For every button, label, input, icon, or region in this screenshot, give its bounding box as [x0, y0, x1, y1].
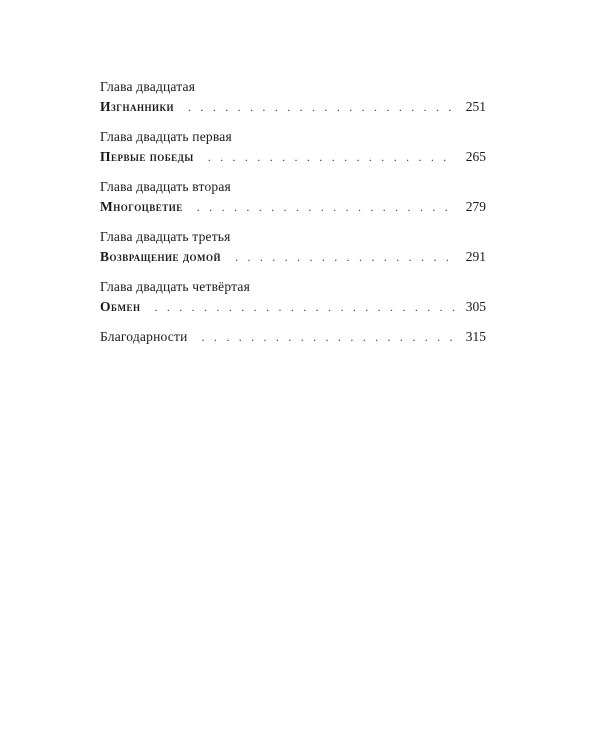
- page-number: 279: [465, 199, 486, 214]
- toc-entry-acknowledgements[interactable]: [100, 328, 486, 354]
- dot-leader: [188, 98, 456, 116]
- toc-entry[interactable]: [100, 198, 486, 224]
- dot-leader: [197, 198, 456, 216]
- dot-leader: [208, 148, 456, 166]
- toc-chapter-22: [100, 178, 486, 224]
- dot-leader: [202, 328, 456, 346]
- acknowledgements-title: Благодарности: [100, 329, 188, 344]
- toc-chapter-24: [100, 278, 486, 324]
- chapter-title: Первые победы: [100, 149, 194, 164]
- dot-leader: [154, 298, 456, 316]
- dot-leader: [235, 248, 456, 266]
- toc-chapter-23: [100, 228, 486, 274]
- toc-entry[interactable]: [100, 148, 486, 174]
- chapter-title: Возвращение домой: [100, 249, 222, 264]
- toc-chapter-20: [100, 78, 486, 124]
- page-number: 291: [465, 249, 486, 264]
- chapter-title: Многоцветие: [100, 199, 183, 214]
- page-number: 265: [465, 149, 486, 164]
- chapter-number-label: Глава двадцатая: [100, 79, 196, 94]
- chapter-number-label: Глава двадцать первая: [100, 129, 232, 144]
- chapter-title: Изгнанники: [100, 99, 175, 114]
- chapter-title: Обмен: [100, 299, 141, 314]
- chapter-number-label: Глава двадцать третья: [100, 229, 231, 244]
- chapter-number-label: Глава двадцать вторая: [100, 179, 231, 194]
- table-of-contents: [100, 78, 486, 354]
- toc-entry[interactable]: [100, 248, 486, 274]
- page-number: 251: [465, 99, 486, 114]
- page-number: 315: [465, 329, 486, 344]
- chapter-number-label: Глава двадцать четвёртая: [100, 279, 250, 294]
- toc-entry[interactable]: [100, 98, 486, 124]
- toc-chapter-21: [100, 128, 486, 174]
- toc-entry[interactable]: [100, 298, 486, 324]
- page-number: 305: [465, 299, 486, 314]
